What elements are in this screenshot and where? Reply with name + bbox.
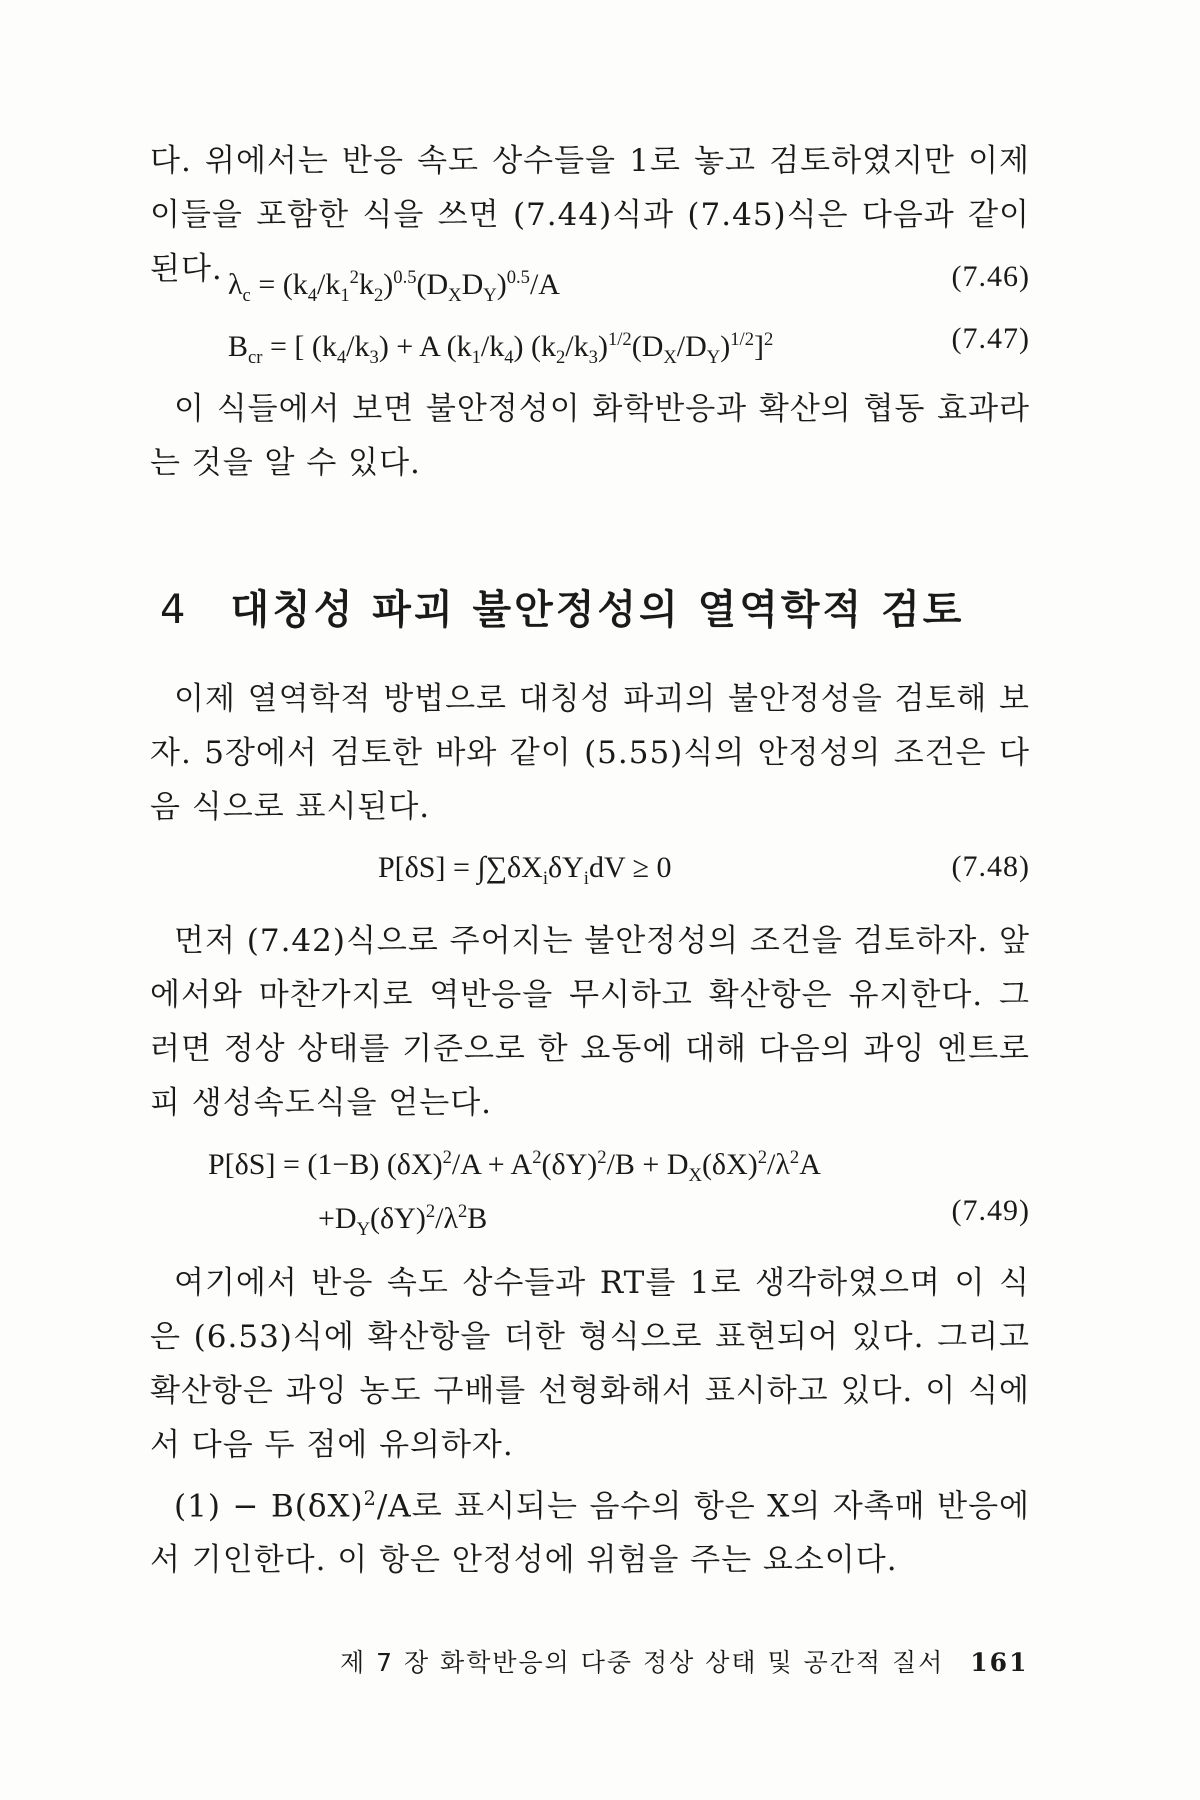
equation-7-49-line1: P[δS] = (1−B) $(\delta X)^2/A + A^2(\delta Y)^2/B + D_X(\delta X)^2/\lambda^2A$ <box>208 1147 821 1186</box>
paragraph-text: 다. 위에서는 반응 속도 상수들을 1로 놓고 검토하였지만 이제 이들을 포함한 식을 쓰면 (7.44)식과 (7.45)식은 다음과 같이 된다. <box>150 143 1030 287</box>
equation-number: (7.46) <box>951 260 1030 293</box>
paragraph-condition <box>150 914 1030 1130</box>
section-number: 4 <box>160 587 189 633</box>
equation-7-48: $P[\delta S] = \int\sum\delta X_i\delta Y_idV \ge 0$ <box>378 851 672 889</box>
paragraph-text: 먼저 (7.42)식으로 주어지는 불안정성의 조건을 검토하자. 앞에서와 마찬가지로 역반응을 무시하고 확산항은 유지한다. 그러면 정상 상태를 기준으로 한 요동에 대해 다음의 과잉 엔트로피 생성속도식을 얻는다. <box>150 923 1030 1121</box>
paragraph-conclusion <box>150 382 1030 490</box>
paragraph-section-intro <box>150 672 1030 834</box>
page-number: 161 <box>970 1648 1029 1677</box>
equation-number: (7.47) <box>951 322 1030 355</box>
paragraph-text: 여기에서 반응 속도 상수들과 RT를 1로 생각하였으며 이 식은 (6.53)식에 확산항을 더한 형식으로 표현되어 있다. 그리고 확산항은 과잉 농도 구배를 선형화해서 표시하고 있다. 이 식에서 다음 두 점에 유의하자. <box>150 1265 1030 1463</box>
equation-number: (7.48) <box>951 850 1030 883</box>
paragraph-point-1: $(1) - B(\delta X)^2/A$로 표시되는 음수의 항은 X의 자촉매 반응에서 기인한다. 이 항은 안정성에 위험을 주는 요소이다. <box>150 1487 1030 1579</box>
chapter-title: 제 7 장 화학반응의 다중 정상 상태 및 공간적 질서 <box>340 1648 945 1677</box>
paragraph-discussion <box>150 1256 1030 1587</box>
equation-7-49-line2: $+D_Y(\delta Y)^2/\lambda^2B$ <box>318 1201 488 1240</box>
equation-7-47: $B_{cr}$ = [ $(k_4/k_3) + A$ $(k_1/k_4)$ $(k_2/k_3)^{1/2}(D_X/D_Y)^{1/2}]^2$ <box>228 329 774 368</box>
running-footer <box>340 1643 1028 1679</box>
equation-number: (7.49) <box>951 1194 1030 1227</box>
section-heading <box>160 578 964 635</box>
paragraph-text: 이 식들에서 보면 불안정성이 화학반응과 확산의 협동 효과라는 것을 알 수 있다. <box>150 391 1030 481</box>
paragraph-text: 이제 열역학적 방법으로 대칭성 파괴의 불안정성을 검토해 보자. 5장에서 검토한 바와 같이 (5.55)식의 안정성의 조건은 다음 식으로 표시된다. <box>150 681 1030 825</box>
equation-7-46: $\lambda_c = (k_4/k_1^2k_2)^{0.5}(D_XD_Y)^{0.5}/A$ <box>228 267 560 306</box>
section-title: 대칭성 파괴 불안정성의 열역학적 검토 <box>230 587 965 633</box>
